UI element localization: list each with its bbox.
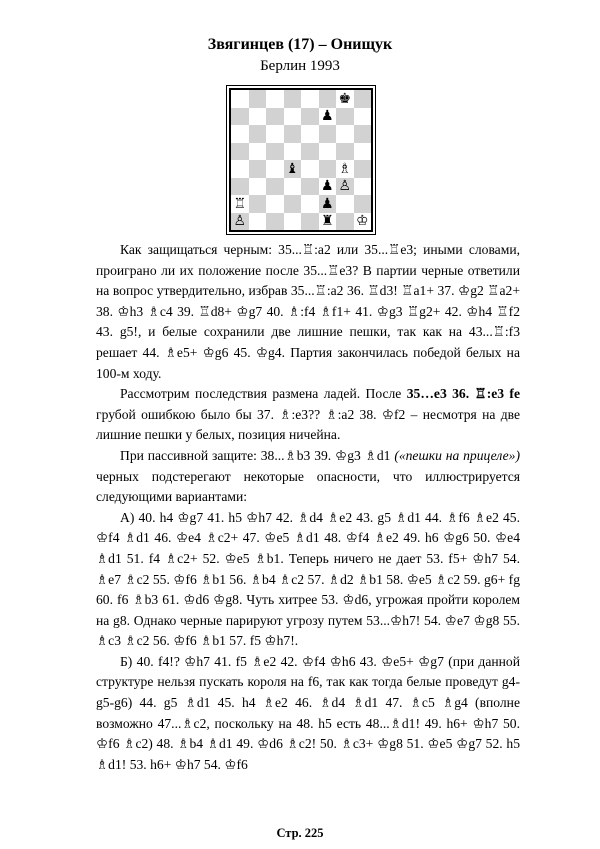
board-square: ♗	[336, 160, 354, 178]
chess-diagram	[229, 88, 373, 232]
board-square	[284, 143, 302, 161]
board-square: ♙	[231, 213, 249, 231]
paragraph	[96, 508, 520, 652]
board-square	[231, 108, 249, 126]
board-square: ♟	[319, 108, 337, 126]
paragraph	[96, 240, 520, 384]
board-square: ♝	[284, 160, 302, 178]
board-square	[266, 160, 284, 178]
board-square	[336, 213, 354, 231]
board-square	[284, 90, 302, 108]
board-square	[266, 213, 284, 231]
text-segment: грубой ошибкою было бы 37. ♗:e3?? ♗:a2 38. ♔f2 – несмотря на две лишние пешки у белых, позиция ничейна.	[96, 406, 520, 443]
board-square	[336, 108, 354, 126]
board-square	[301, 213, 319, 231]
board-square	[266, 108, 284, 126]
board-square	[266, 143, 284, 161]
text-segment: Рассмотрим последствия размена ладей. После	[120, 386, 407, 402]
board-square: ♜	[319, 213, 337, 231]
board-square	[231, 178, 249, 196]
paragraph	[96, 446, 520, 508]
board-square: ♟	[319, 195, 337, 213]
board-square	[266, 125, 284, 143]
board-square	[249, 90, 267, 108]
board-square	[301, 195, 319, 213]
board-square	[319, 143, 337, 161]
board-square	[249, 108, 267, 126]
board-square	[231, 143, 249, 161]
text-segment: Как защищаться черным: 35...♖:a2 или 35...♖e3; иными словами, проиграно ли их положение после 35...♖e3? В партии черные ответили на вопрос утвердительно, избрав 35...♖:a2 36. ♖d3! ♖a1+ 37. ♔g2 ♖a2+ 38. ♔h3 ♗c4 39. ♖d8+ ♔g7 40. ♗:f4 ♗f1+ 41. ♔g3 ♖g2+ 42. ♔h4 ♖f2 43. g5!, и белые сохранили две лишние пешки, так как на 43...♖:f3 решает 44. ♗e5+ ♔g6 45. ♔g4. Партия закончилась победой белых на 100-м ходу.	[96, 242, 520, 381]
board-square: ♚	[336, 90, 354, 108]
board-square	[284, 108, 302, 126]
board-square	[354, 108, 372, 126]
board-square	[354, 143, 372, 161]
board-square	[336, 195, 354, 213]
board-square	[354, 195, 372, 213]
board-square	[284, 178, 302, 196]
board-square: ♔	[354, 213, 372, 231]
board-square	[249, 160, 267, 178]
text-segment: А) 40. h4 ♔g7 41. h5 ♔h7 42. ♗d4 ♗e2 43. g5 ♗d1 44. ♗f6 ♗e2 45. ♔f4 ♗d1 46. ♔e4 ♗c2+ 47. ♔e5 ♗d1 48. ♔f4 ♗e2 49. h6 ♔g6 50. ♔e4 ♗d1 51. f4 ♗c2+ 52. ♔e5 ♗b1. Теперь ничего не дает 53. f5+ ♔h7 54. ♗e7 ♗c2 55. ♔f6 ♗b1 56. ♗b4 ♗c2 57. ♗d2 ♗b1 58. ♔e5 ♗c2 59. g6+ fg 60. f6 ♗b3 61. ♔d6 ♔g8. Чуть хитрее 53. ♔d6, угрожая пройти королем на g8. Однако черные парируют угрозу путем 53...♔h7! 54. ♔e7 ♔g8 55. ♗c3 ♗c2 56. ♔f6 ♗b1 57. f5 ♔h7!.	[96, 509, 520, 649]
board-square	[354, 125, 372, 143]
board-square: ♟	[319, 178, 337, 196]
board-square	[266, 90, 284, 108]
board-square	[354, 90, 372, 108]
board-square	[231, 125, 249, 143]
board-square	[301, 160, 319, 178]
board-square	[301, 108, 319, 126]
text-segment: 35…e3 36. ♖:e3 fe	[406, 386, 520, 402]
board-square	[249, 143, 267, 161]
text-segment: черных подстерегают некоторые опасности, что иллюстрируется следующими вариантами:	[96, 468, 520, 505]
board-square	[336, 143, 354, 161]
board-square	[231, 160, 249, 178]
board-square	[284, 213, 302, 231]
board-square	[301, 125, 319, 143]
board-square	[249, 125, 267, 143]
board-square	[249, 178, 267, 196]
board-square	[301, 178, 319, 196]
board-square	[301, 143, 319, 161]
paragraph	[96, 652, 520, 776]
board-square	[249, 195, 267, 213]
board-square	[301, 90, 319, 108]
board-square	[284, 125, 302, 143]
analysis-text	[96, 240, 520, 775]
board-square	[319, 160, 337, 178]
board-square	[231, 90, 249, 108]
board-square	[319, 90, 337, 108]
text-segment: При пассивной защите: 38...♗b3 39. ♔g3 ♗d1	[120, 447, 395, 463]
board-square: ♙	[336, 178, 354, 196]
page-number: Стр. 225	[276, 826, 324, 840]
board-square	[336, 125, 354, 143]
text-segment: Б) 40. f4!? ♔h7 41. f5 ♗e2 42. ♔f4 ♔h6 43. ♔e5+ ♔g7 (при данной структуре нельзя пускать короля на f6, так как тогда белые проведут g4-g5-g6) 44. g5 ♗d1 45. h4 ♗e2 46. ♗d4 ♗d1 47. ♗c5 ♗g4 (вполне возможно 47...♗c2, поскольку на 48. h5 есть 48...♗d1! 49. h6+ ♔h7 50. ♔f6 ♗c2) 48. ♗b4 ♗d1 49. ♔d6 ♗c2! 50. ♗c3+ ♔g8 51. ♔e5 ♔g7 52. h5 ♗d1! 53. h6+ ♔h7 54. ♔f6	[96, 653, 520, 772]
text-segment: («пешки на прицеле»)	[394, 447, 520, 463]
board-square: ♖	[231, 195, 249, 213]
page-title: Звягинцев (17) – Онищук	[207, 36, 393, 53]
game-location-year: Берлин 1993	[260, 58, 340, 74]
board-square	[266, 178, 284, 196]
board-square	[319, 125, 337, 143]
paragraph	[96, 384, 520, 446]
board-square	[266, 195, 284, 213]
board-square	[354, 160, 372, 178]
board-square	[284, 195, 302, 213]
board-square	[249, 213, 267, 231]
board-square	[354, 178, 372, 196]
